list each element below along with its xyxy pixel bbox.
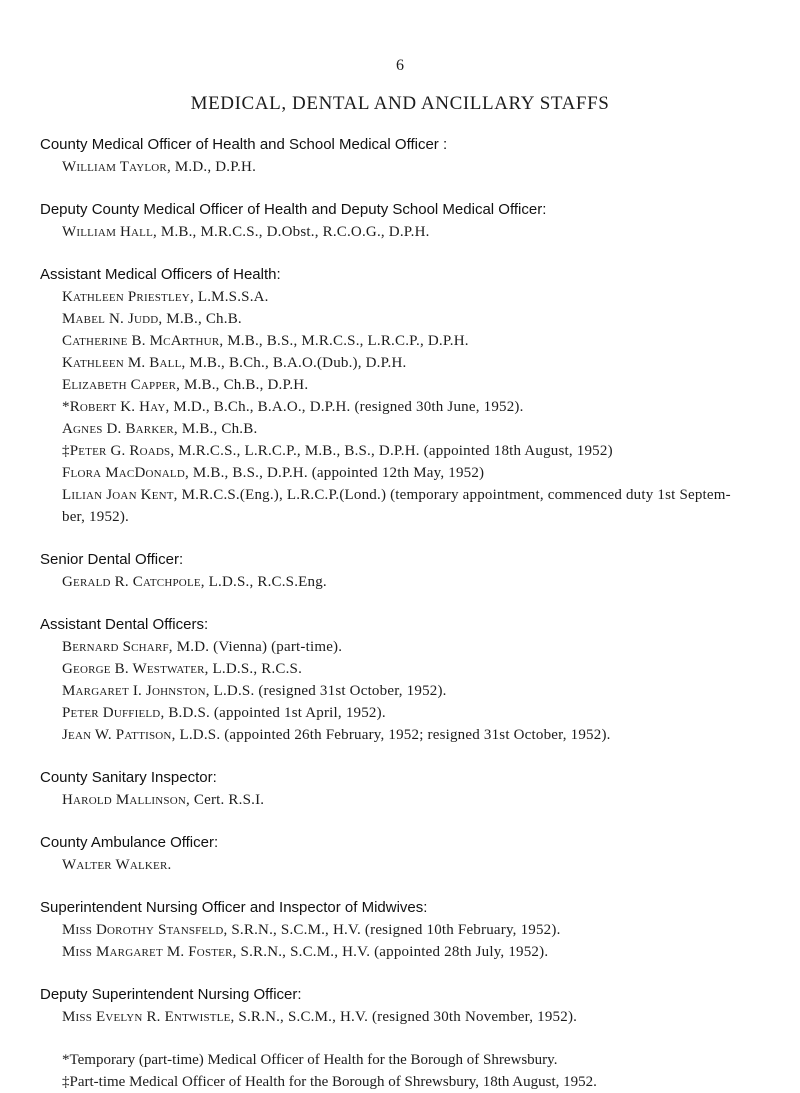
page-title: MEDICAL, DENTAL AND ANCILLARY STAFFS: [190, 93, 610, 114]
staff-entry-line: [62, 636, 796, 658]
staff-entry-line: [62, 680, 796, 702]
staff-entry-line: [62, 221, 796, 243]
staff-qualifications: L.D.S., R.C.S.: [208, 661, 303, 677]
staff-entry: [40, 330, 796, 352]
staff-section: [40, 549, 796, 593]
staff-entry: [40, 702, 796, 724]
staff-name: Elizabeth Capper,: [62, 377, 181, 393]
section-heading: Superintendent Nursing Officer and Inspector of Midwives:: [40, 899, 428, 916]
staff-entry: [40, 789, 796, 811]
footnote: ‡Part-time Medical Officer of Health for the Borough of Shrewsbury, 18th August, 1952.: [62, 1074, 597, 1090]
staff-entry: [40, 440, 796, 462]
staff-name: Lilian Joan Kent,: [62, 487, 178, 503]
staff-entry-line: [62, 308, 796, 330]
staff-entry-line: [62, 462, 796, 484]
section-heading: County Ambulance Officer:: [40, 834, 219, 851]
staff-entry: [40, 941, 796, 963]
staff-qualifications: S.R.N., S.C.M., H.V. (resigned 10th February, 1952).: [227, 922, 561, 938]
staff-qualifications: M.D., D.P.H.: [170, 159, 257, 175]
staff-entry: [40, 396, 796, 418]
staff-section: [40, 264, 796, 528]
staff-entry: [40, 636, 796, 658]
staff-entry: [40, 374, 796, 396]
staff-qualifications: M.R.C.S.(Eng.), L.R.C.P.(Lond.) (temporary appointment, commenced duty 1st Septem-: [177, 487, 731, 503]
staff-name: Miss Margaret M. Foster,: [62, 944, 237, 960]
staff-entry-line: [62, 418, 796, 440]
staff-entry: [40, 1006, 796, 1028]
staff-qualifications: L.D.S. (appointed 26th February, 1952; resigned 31st October, 1952).: [175, 727, 611, 743]
staff-qualifications: L.D.S. (resigned 31st October, 1952).: [209, 683, 447, 699]
staff-entry-line: [62, 658, 796, 680]
staff-entry: [40, 418, 796, 440]
staff-name: Peter Duffield,: [62, 705, 165, 721]
staff-entry: [40, 156, 796, 178]
staff-entry: [40, 724, 796, 746]
staff-qualifications: M.B., Ch.B.: [162, 311, 242, 327]
staff-section: [40, 832, 796, 876]
staff-entry-line: [62, 854, 796, 876]
staff-qualifications: L.D.S., R.C.S.Eng.: [204, 574, 327, 590]
section-heading: Assistant Medical Officers of Health:: [40, 266, 281, 283]
staff-name: Harold Mallinson,: [62, 792, 190, 808]
footnotes: [40, 1049, 796, 1093]
staff-entry-line: [62, 156, 796, 178]
staff-entry: [40, 854, 796, 876]
staff-entry-line: [62, 724, 796, 746]
footnote: *Temporary (part-time) Medical Officer of Health for the Borough of Shrewsbury.: [62, 1052, 558, 1068]
staff-entry-line: [62, 941, 796, 963]
staff-qualifications-continued: ber, 1952).: [62, 509, 129, 525]
staff-entry: [40, 462, 796, 484]
staff-qualifications: M.B., B.S., M.R.C.S., L.R.C.P., D.P.H.: [223, 333, 469, 349]
section-heading: County Sanitary Inspector:: [40, 769, 217, 786]
staff-qualifications: M.B., B.S., D.P.H. (appointed 12th May, 1952): [188, 465, 485, 481]
staff-name: Flora MacDonald,: [62, 465, 189, 481]
staff-name: *Robert K. Hay,: [62, 399, 170, 415]
section-heading: Deputy County Medical Officer of Health and Deputy School Medical Officer:: [40, 201, 547, 218]
staff-qualifications: M.D. (Vienna) (part-time).: [172, 639, 343, 655]
staff-qualifications: S.R.N., S.C.M., H.V. (resigned 30th November, 1952).: [234, 1009, 578, 1025]
staff-entry: [40, 308, 796, 330]
staff-name: Walter Walker.: [62, 857, 172, 873]
staff-entry-line: [62, 484, 796, 506]
staff-section: [40, 134, 796, 178]
staff-entry-line: [62, 286, 796, 308]
staff-name: Kathleen M. Ball,: [62, 355, 186, 371]
staff-name: Agnes D. Barker,: [62, 421, 178, 437]
staff-qualifications: Cert. R.S.I.: [189, 792, 265, 808]
staff-section: [40, 897, 796, 963]
staff-entry: [40, 286, 796, 308]
staff-entry: [40, 221, 796, 243]
staff-list: [40, 134, 796, 1093]
staff-entry-line: [62, 702, 796, 724]
staff-entry-line: [62, 440, 796, 462]
staff-name: William Hall,: [62, 224, 157, 240]
staff-qualifications: M.B., Ch.B.: [177, 421, 258, 437]
staff-entry: [40, 484, 796, 528]
staff-name: Kathleen Priestley,: [62, 289, 194, 305]
staff-section: [40, 614, 796, 746]
staff-entry: [40, 352, 796, 374]
staff-entry: [40, 571, 796, 593]
staff-qualifications: M.B., B.Ch., B.A.O.(Dub.), D.P.H.: [185, 355, 407, 371]
staff-qualifications: M.R.C.S., L.R.C.P., M.B., B.S., D.P.H. (appointed 18th August, 1952): [174, 443, 613, 459]
staff-entry-line: [62, 352, 796, 374]
staff-entry-line: [62, 1006, 796, 1028]
staff-name: William Taylor,: [62, 159, 171, 175]
staff-entry: [40, 658, 796, 680]
section-heading: Assistant Dental Officers:: [40, 616, 209, 633]
staff-name: Catherine B. McArthur,: [62, 333, 224, 349]
staff-name: Margaret I. Johnston,: [62, 683, 210, 699]
staff-name: Miss Dorothy Stansfeld,: [62, 922, 228, 938]
staff-qualifications: B.D.S. (appointed 1st April, 1952).: [164, 705, 386, 721]
staff-name: Gerald R. Catchpole,: [62, 574, 205, 590]
staff-entry-line: [62, 396, 796, 418]
staff-name: Jean W. Pattison,: [62, 727, 176, 743]
section-heading: Deputy Superintendent Nursing Officer:: [40, 986, 302, 1003]
staff-qualifications: L.M.S.S.A.: [193, 289, 269, 305]
staff-entry-line: [62, 789, 796, 811]
staff-name: Miss Evelyn R. Entwistle,: [62, 1009, 235, 1025]
page-number: 6: [396, 57, 404, 74]
staff-entry: [40, 919, 796, 941]
staff-name: Bernard Scharf,: [62, 639, 173, 655]
staff-entry-line: [62, 571, 796, 593]
staff-qualifications: M.D., B.Ch., B.A.O., D.P.H. (resigned 30th June, 1952).: [169, 399, 524, 415]
staff-name: Mabel N. Judd,: [62, 311, 163, 327]
staff-entry-line: [62, 374, 796, 396]
staff-qualifications: M.B., M.R.C.S., D.Obst., R.C.O.G., D.P.H.: [156, 224, 430, 240]
staff-entry: [40, 680, 796, 702]
staff-section: [40, 767, 796, 811]
staff-section: [40, 199, 796, 243]
section-heading: Senior Dental Officer:: [40, 551, 184, 568]
staff-name: George B. Westwater,: [62, 661, 209, 677]
staff-entry-line: [62, 919, 796, 941]
staff-section: [40, 984, 796, 1028]
staff-qualifications: S.R.N., S.C.M., H.V. (appointed 28th July, 1952).: [236, 944, 549, 960]
staff-entry-line: [62, 330, 796, 352]
section-heading: County Medical Officer of Health and School Medical Officer :: [40, 136, 448, 153]
staff-name: ‡Peter G. Roads,: [62, 443, 175, 459]
staff-qualifications: M.B., Ch.B., D.P.H.: [180, 377, 309, 393]
